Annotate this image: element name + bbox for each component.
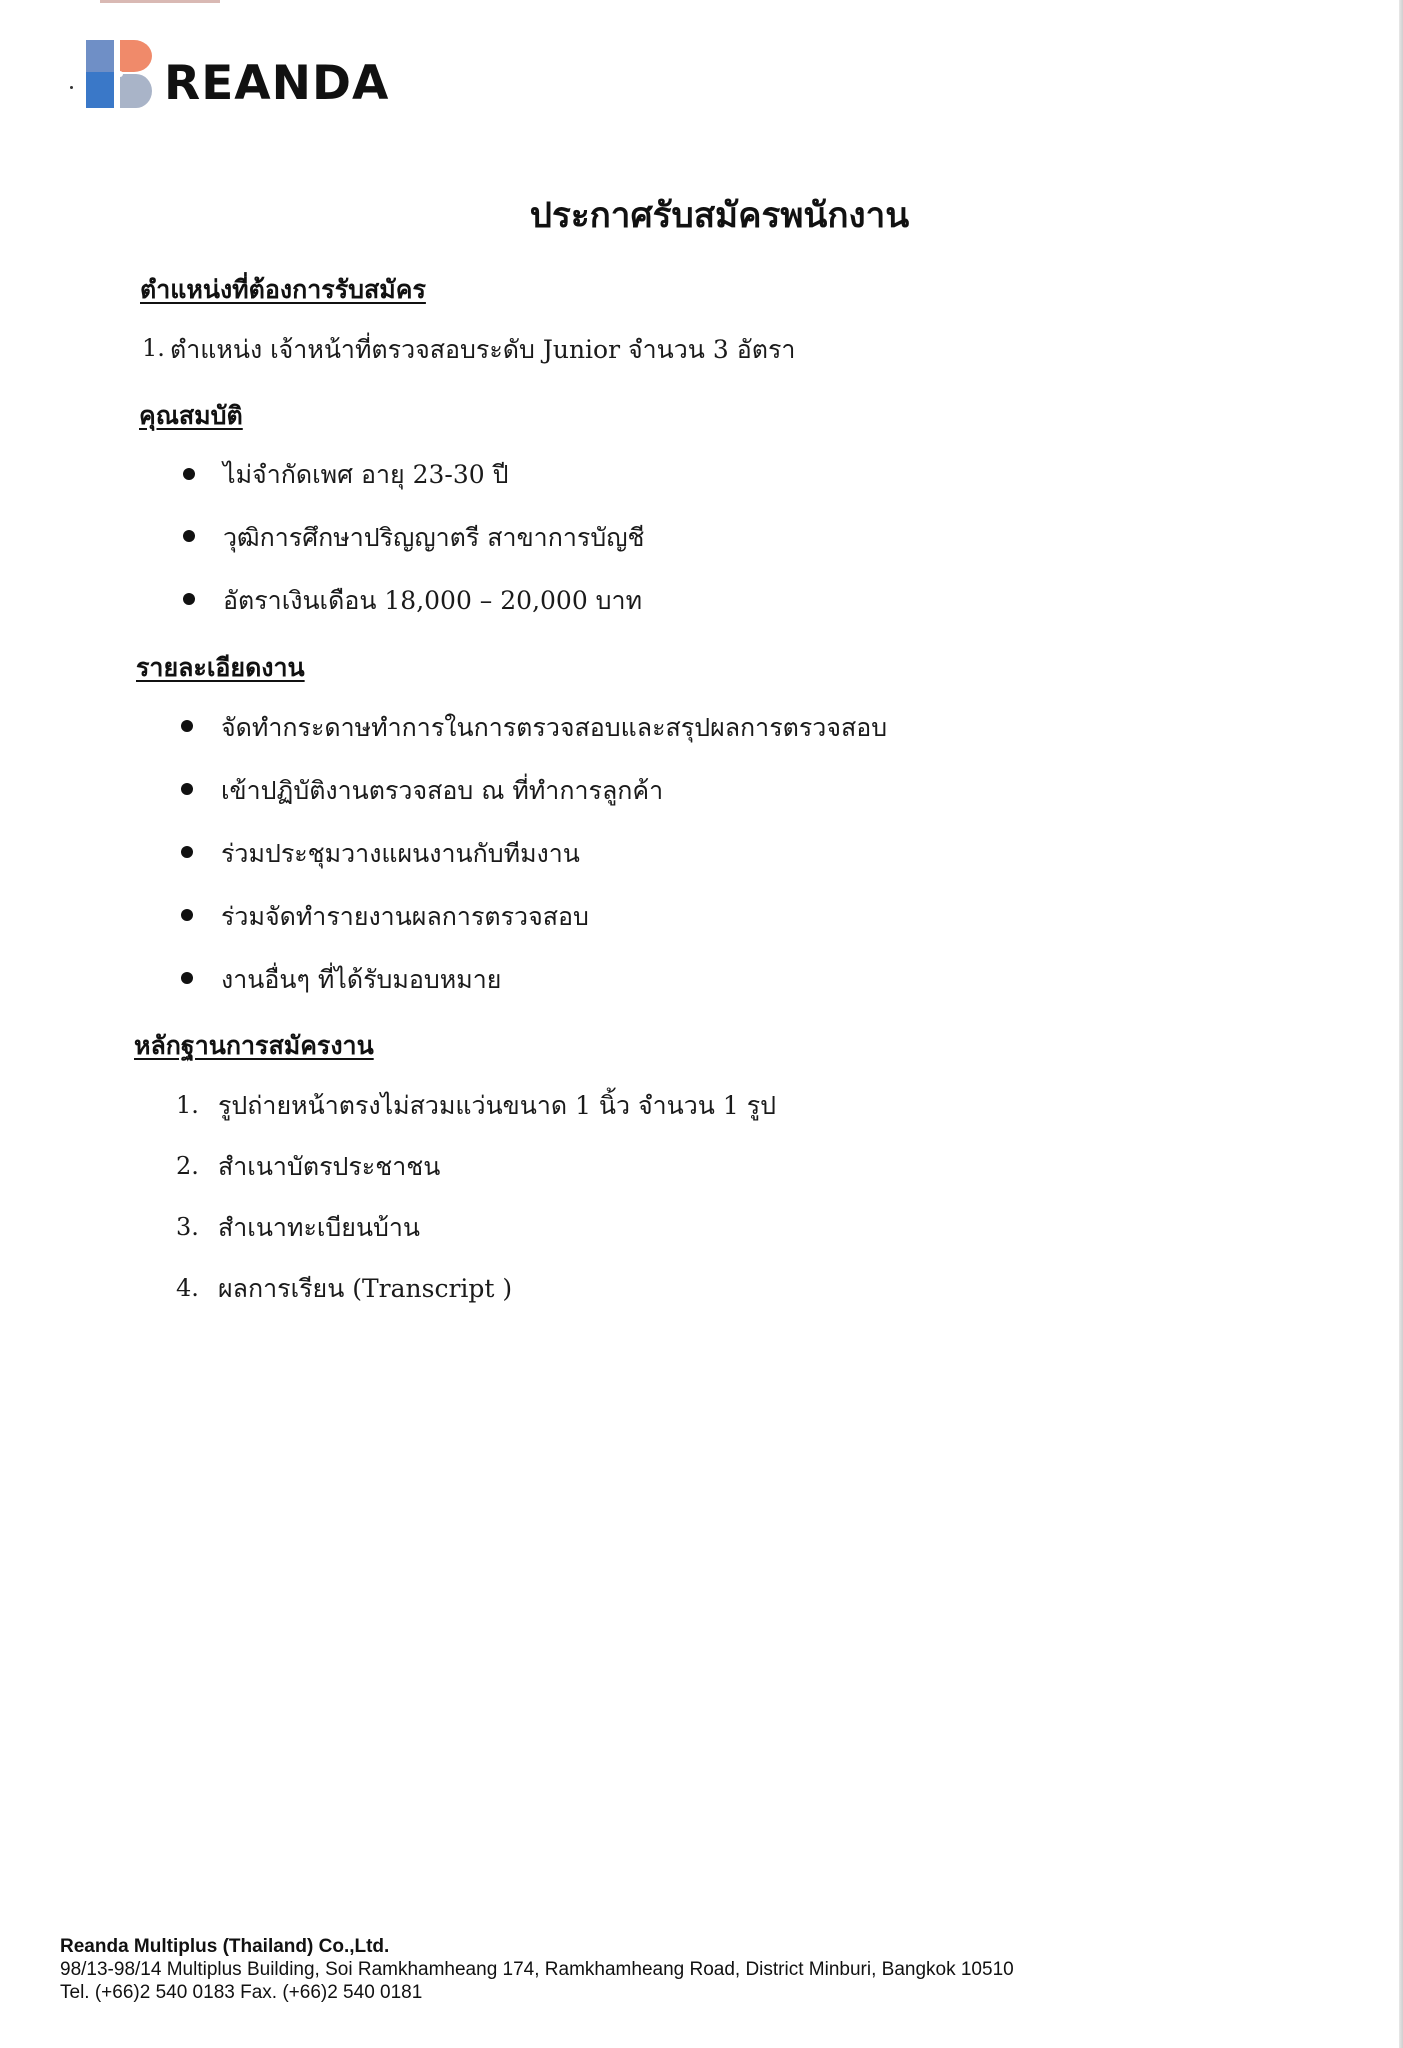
position-item-text: ตำแหน่ง เจ้าหน้าที่ตรวจสอบระดับ Junior จำนวน 3 อัตรา (170, 335, 796, 364)
scan-artifact-line (100, 0, 220, 3)
job-detail-item: เข้าปฏิบัติงานตรวจสอบ ณ ที่ทำการลูกค้า (221, 776, 664, 805)
document-item-number: 3. (176, 1213, 199, 1241)
bullet-icon (181, 846, 193, 858)
page-edge-shadow (1399, 0, 1403, 2048)
job-detail-item: จัดทำกระดาษทำการในการตรวจสอบและสรุปผลการตรวจสอบ (221, 713, 888, 742)
document-item: ผลการเรียน (Transcript ) (218, 1274, 513, 1303)
bullet-icon (181, 720, 193, 732)
footer-company: Reanda Multiplus (Thailand) Co.,Ltd. (60, 1936, 390, 1957)
bullet-icon (181, 909, 193, 921)
qualification-item: อัตราเงินเดือน 18,000 – 20,000 บาท (223, 586, 643, 615)
page-footer (60, 1935, 1014, 2004)
document-item-number: 2. (176, 1152, 199, 1180)
document-item: สำเนาทะเบียนบ้าน (218, 1213, 421, 1242)
position-heading: ตำแหน่งที่ต้องการรับสมัคร (140, 275, 426, 304)
bullet-icon (181, 783, 193, 795)
footer-contact: Tel. (+66)2 540 0183 Fax. (+66)2 540 0181 (60, 1982, 423, 2003)
reanda-logo-icon (86, 40, 152, 108)
bullet-icon (183, 530, 195, 542)
document-item-number: 4. (176, 1274, 199, 1302)
logo-text: REANDA (164, 56, 390, 111)
document-item: รูปถ่ายหน้าตรงไม่สวมแว่นขนาด 1 นิ้ว จำนวน 1 รูป (218, 1091, 776, 1120)
document-item-number: 1. (176, 1091, 199, 1119)
qualification-item: ไม่จำกัดเพศ อายุ 23-30 ปี (223, 460, 509, 489)
document-item: สำเนาบัตรประชาชน (218, 1152, 441, 1181)
page-title: ประกาศรับสมัครพนักงาน (529, 195, 910, 236)
job-detail-item: ร่วมจัดทำรายงานผลการตรวจสอบ (221, 902, 589, 931)
bullet-icon (183, 593, 195, 605)
job-details-heading: รายละเอียดงาน (136, 653, 305, 682)
qualifications-heading: คุณสมบัติ (139, 401, 243, 430)
footer-address: 98/13-98/14 Multiplus Building, Soi Ramkhamheang 174, Ramkhamheang Road, District Minburi, Bangkok 10510 (60, 1959, 1014, 1980)
documents-heading: หลักฐานการสมัครงาน (134, 1031, 374, 1060)
position-item-number: 1. (142, 334, 165, 362)
bullet-icon (183, 468, 195, 480)
company-logo (68, 40, 428, 112)
job-detail-item: ร่วมประชุมวางแผนงานกับทีมงาน (221, 839, 580, 868)
logo-dot (70, 86, 73, 89)
bullet-icon (181, 972, 193, 984)
qualification-item: วุฒิการศึกษาปริญญาตรี สาขาการบัญชี (223, 523, 645, 552)
job-detail-item: งานอื่นๆ ที่ได้รับมอบหมาย (221, 965, 502, 994)
